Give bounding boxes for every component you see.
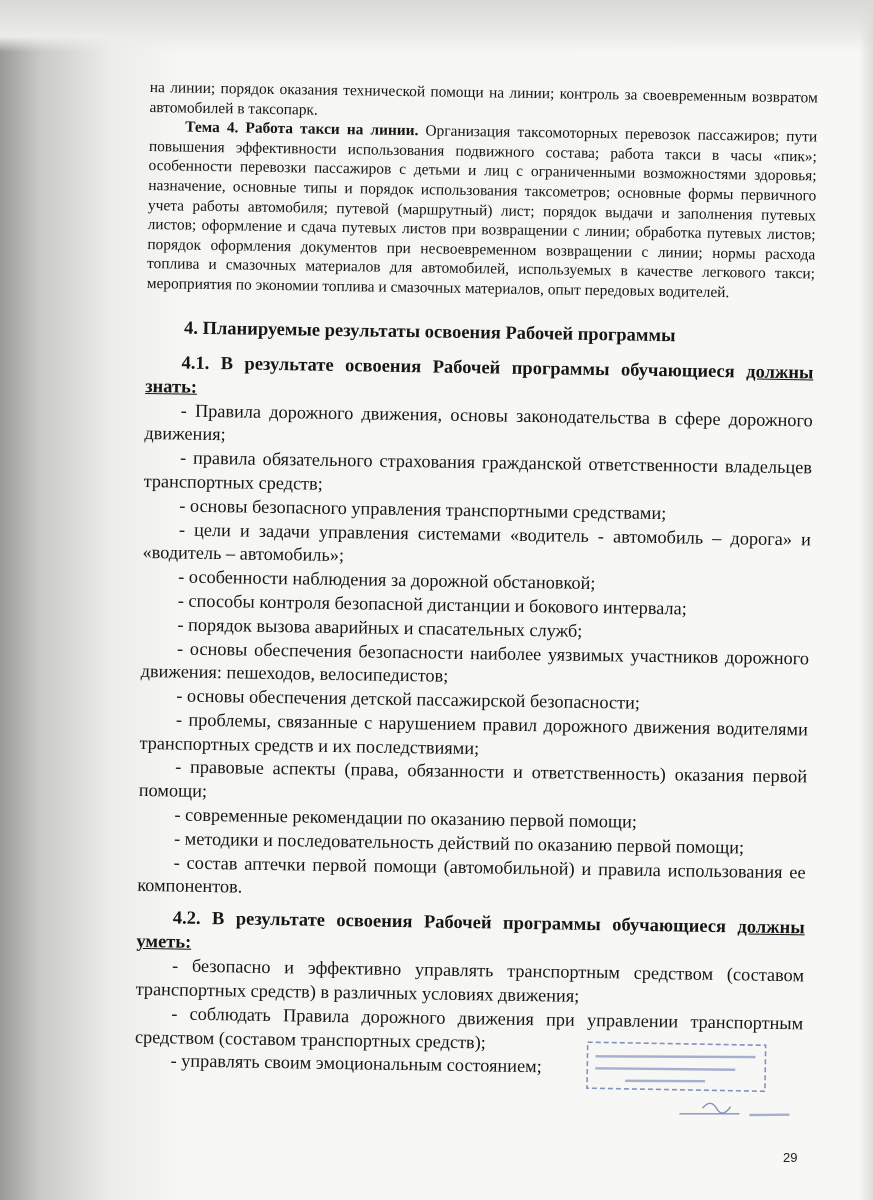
section-title: 4. Планируемые результаты освоения Рабочей программы: [183, 318, 676, 346]
scan-shadow-top: [0, 0, 873, 52]
list-item: - способы контроля безопасной дистанции и бокового интервала;: [177, 590, 687, 619]
scan-shadow-right: [859, 0, 873, 1200]
topic-4-text: Организация таксомоторных перевозок пассажиров; пути повышения эффективности использования подвижного состава; работа такси в часы «пик»; особенности перевозки пассажиров с детьми и лиц с ограниченными возможностями здоровья; назначение, основные типы и порядок использования таксометров; основные формы первичного учета работы автомобиля; путевой (маршрутный) лист; порядок выдачи и заполнения путевых листов; оформление и сдача путевых листов при возвращении с линии; обработка путевых листов; порядок оформления документов при несвоевременном возвращении с линии; нормы расхода топлива и смазочных материалов для автомобилей, используемых в качестве легкового такси; мероприятия по экономии топлива и смазочных материалов, опыт передовых водителей.: [146, 122, 818, 302]
can-heading-lead: 4.2. В результате освоения Рабочей программы обучающиеся: [172, 908, 738, 938]
list-item: - особенности наблюдения за дорожной обстановкой;: [178, 566, 596, 594]
know-heading-lead: 4.1. В результате освоения Рабочей программы обучающиеся: [181, 353, 747, 382]
list-item: - состав аптечки первой помощи (автомобильной) и правила использования ее компонентов.: [137, 852, 806, 898]
list-item: - проблемы, связанные с нарушением правил дорожного движения водителями транспортных средств и их последствиями;: [139, 709, 809, 758]
know-list: [137, 398, 813, 908]
topic-4-paragraph: [147, 117, 818, 304]
topic-4-title: Тема 4. Работа такси на линии.: [185, 118, 419, 140]
paragraph-continuation: на линии; порядок оказания технической помощи на линии; контроль за своевременным возвратом автомобилей в таксопарк.: [149, 78, 818, 119]
stamp-mark: [584, 1040, 800, 1129]
list-item: - Правила дорожного движения, основы законодательства в сфере дорожного движения;: [144, 400, 813, 445]
list-item: - основы безопасного управления транспортными средствами;: [179, 495, 667, 523]
list-item: - управлять своим эмоциональным состоянием;: [170, 1050, 542, 1077]
know-heading-underlined: должны знать:: [144, 361, 814, 398]
list-item: - правовые аспекты (права, обязанности и ответственность) оказания первой помощи;: [138, 756, 808, 802]
list-item: - методики и последовательность действий по оказанию первой помощи;: [173, 828, 745, 858]
can-heading-underlined: должны уметь:: [136, 917, 805, 954]
list-item: - основы обеспечения безопасности наиболее уязвимых участников дорожного движения: пешеходов, велосипедистов;: [140, 637, 810, 687]
list-item: - безопасно и эффективно управлять транспортным средством (составом транспортных средств) в различных условиях движения;: [135, 955, 805, 1006]
list-item: - цели и задачи управления системами «водитель - автомобиль – дорога» и «водитель – автомобиль»;: [142, 519, 811, 566]
page-number: 29: [783, 1150, 798, 1165]
list-item: - порядок вызова аварийных и спасательных служб;: [177, 614, 583, 641]
list-item: - соблюдать Правила дорожного движения при управлении транспортным средством (составом транспортных средств);: [134, 1003, 804, 1053]
list-item: - правила обязательного страхования гражданской ответственности владельцев транспортных средств;: [143, 447, 813, 494]
page-content: [134, 78, 818, 1084]
list-item: - современные рекомендации по оказанию первой помощи;: [174, 804, 638, 832]
list-item: - основы обеспечения детской пассажирской безопасности;: [176, 685, 641, 713]
